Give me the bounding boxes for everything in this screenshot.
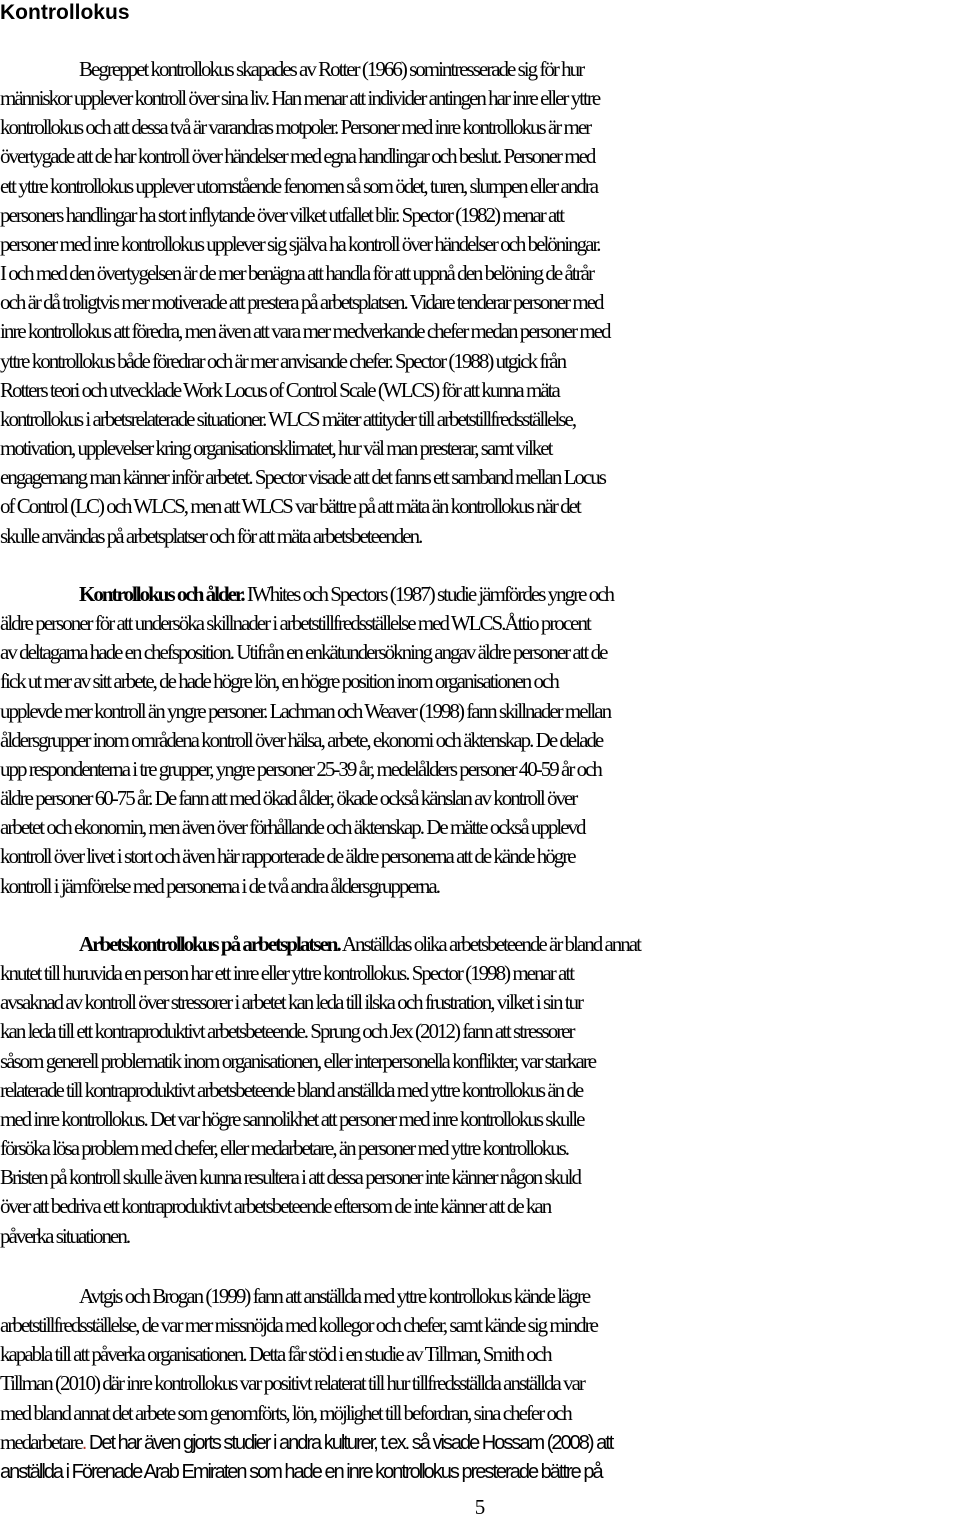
text-line bbox=[0, 580, 960, 609]
paragraph-age bbox=[0, 580, 960, 901]
text-line: yttre kontrollokus både föredrar och är mer anvisande chefer. Spector (1988) utgick från bbox=[0, 348, 566, 373]
text-line: kontrollokus och att dessa två är varandras motpoler. Personer med inre kontrollokus är mer bbox=[0, 115, 591, 140]
text-line: I och med den övertygelsen är de mer benägna att handla för att uppnå den belöning de åtrår bbox=[0, 261, 593, 286]
paragraph-satisfaction bbox=[0, 1282, 960, 1487]
page-number: 5 bbox=[474, 1495, 486, 1519]
subsection-title: Arbetskontrollokus på arbetsplatsen. bbox=[79, 932, 340, 956]
text-line: Avtgis och Brogan (1999) fann att anställda med yttre kontrollokus kände lägre bbox=[79, 1284, 590, 1308]
text-line: knutet till huruvida en person har ett inre eller yttre kontrollokus. Spector (1998) menar att bbox=[0, 961, 574, 986]
text-line: kontroll i jämförelse med personerna i de två andra åldersgrupperna. bbox=[0, 873, 439, 898]
text-line: personer med inre kontrollokus upplever sig själva ha kontroll över händelser och belöningar. bbox=[0, 231, 600, 256]
text-line: upp respondenterna i tre grupper, yngre personer 25-39 år, medelålders personer 40-59 år och bbox=[0, 756, 601, 781]
text-line: engagemang man känner inför arbetet. Spector visade att det fanns ett samband mellan Locus bbox=[0, 465, 605, 490]
subsection-title: Kontrollokus och ålder. bbox=[79, 582, 244, 606]
text-line: of Control (LC) och WLCS, men att WLCS var bättre på att mäta än kontrollokus när det bbox=[0, 494, 580, 519]
text-line: inre kontrollokus att föredra, men även att vara mer medverkande chefer medan personer med bbox=[0, 319, 610, 344]
text-line: människor upplever kontroll över sina liv. Han menar att individer antingen har inre eller yttre bbox=[0, 86, 600, 111]
paragraph-workplace bbox=[0, 930, 960, 1251]
text-line: upplevde mer kontroll än yngre personer. Lachman och Weaver (1998) fann skillnader mellan bbox=[0, 698, 611, 723]
text-line: Rotters teori och utvecklade Work Locus of Control Scale (WLCS) för att kunna mäta bbox=[0, 377, 559, 402]
text-line: skulle användas på arbetsplatser och för att mäta arbetsbeteenden. bbox=[0, 523, 422, 548]
text-line: ett yttre kontrollokus upplever utomstående fenomen så som ödet, turen, slumpen eller andra bbox=[0, 173, 598, 198]
text-run: Anställdas olika arbetsbeteende är bland annat bbox=[339, 932, 640, 956]
paragraph-rotter bbox=[0, 55, 960, 551]
text-line: med bland annat det arbete som genomförts, lön, möjlighet till befordran, sina chefer och bbox=[0, 1400, 571, 1425]
text-line: Tillman (2010) där inre kontrollokus var positivt relaterat till hur tillfredsställda anställda var bbox=[0, 1371, 584, 1396]
text-line: kapabla till att påverka organisationen. Detta får stöd i en studie av Tillman, Smith och bbox=[0, 1342, 551, 1367]
text-line bbox=[0, 930, 960, 959]
text-run: IWhites och Spectors (1987) studie jämfördes yngre och bbox=[243, 582, 614, 606]
text-line: anställda i Förenade Arab Emiraten som hade en inre kontrollokus presterade bättre på bbox=[0, 1460, 602, 1483]
text-line: och är då troligtvis mer motiverade att prestera på arbetsplatsen. Vidare tenderar personer med bbox=[0, 290, 603, 315]
text-run: medarbetare bbox=[0, 1429, 82, 1454]
text-line: påverka situationen. bbox=[0, 1223, 130, 1248]
section-heading: Kontrollokus bbox=[0, 1, 130, 24]
text-line: arbetstillfredsställelse, de var mer missnöjda med kollegor och chefer, samt kände sig mindre bbox=[0, 1313, 597, 1338]
text-line: Bristen på kontroll skulle även kunna resultera i att dessa personer inte känner någon skuld bbox=[0, 1165, 580, 1190]
text-line: kan leda till ett kontraproduktivt arbetsbeteende. Sprung och Jex (2012) fann att stressorer bbox=[0, 1019, 574, 1044]
text-line: arbetet och ekonomin, men även över förhållande och äktenskap. De mätte också upplevd bbox=[0, 815, 585, 840]
text-line: kontrollokus i arbetsrelaterade situationer. WLCS mäter attityder till arbetstillfredsställelse, bbox=[0, 406, 576, 431]
text-line: avsaknad av kontroll över stressorer i arbetet kan leda till ilska och frustration, vilket i sin tur bbox=[0, 990, 583, 1015]
text-line: över att bedriva ett kontraproduktivt arbetsbeteende eftersom de inte känner att de kan bbox=[0, 1194, 551, 1219]
text-line: fick ut mer av sitt arbete, de hade högre lön, en högre position inom organisationen och bbox=[0, 669, 558, 694]
text-line: personers handlingar ha stort inflytande över vilket utfallet blir. Spector (1982) menar att bbox=[0, 202, 564, 227]
text-line: försöka lösa problem med chefer, eller medarbetare, än personer med yttre kontrollokus. bbox=[0, 1136, 569, 1161]
text-line: övertygade att de har kontroll över händelser med egna handlingar och beslut. Personer med bbox=[0, 144, 595, 169]
text-line: relaterade till kontraproduktivt arbetsbeteende bland anställda med yttre kontrollokus än de bbox=[0, 1077, 583, 1102]
text-line: Begreppet kontrollokus skapades av Rotter (1966) somintresserade sig för hur bbox=[79, 57, 584, 81]
text-line: motivation, upplevelser kring organisationsklimatet, hur väl man presterar, samt vilket bbox=[0, 436, 552, 461]
text-line: åldersgrupper inom områdena kontroll över hälsa, arbete, ekonomi och äktenskap. De delade bbox=[0, 727, 603, 752]
text-line: av deltagarna hade en chefsposition. Utifrån en enkätundersökning angav äldre personer att de bbox=[0, 640, 607, 665]
text-run: Det har även gjorts studier i andra kulturer, t.ex. så visade Hossam (2008) att bbox=[85, 1431, 613, 1454]
text-line: kontroll över livet i stort och även här rapporterade de äldre personerna att de kände högre bbox=[0, 844, 575, 869]
text-run: . bbox=[81, 1431, 86, 1454]
text-line: såsom generell problematik inom organisationen, eller interpersonella konflikter, var starkare bbox=[0, 1048, 596, 1073]
text-line bbox=[0, 1428, 960, 1458]
text-line: äldre personer för att undersöka skillnader i arbetstillfredsställelse med WLCS.Åttio procent bbox=[0, 611, 590, 636]
text-line: äldre personer 60-75 år. De fann att med ökad ålder, ökade också känslan av kontroll över bbox=[0, 786, 577, 811]
text-line: med inre kontrollokus. Det var högre sannolikhet att personer med inre kontrollokus skulle bbox=[0, 1106, 584, 1131]
